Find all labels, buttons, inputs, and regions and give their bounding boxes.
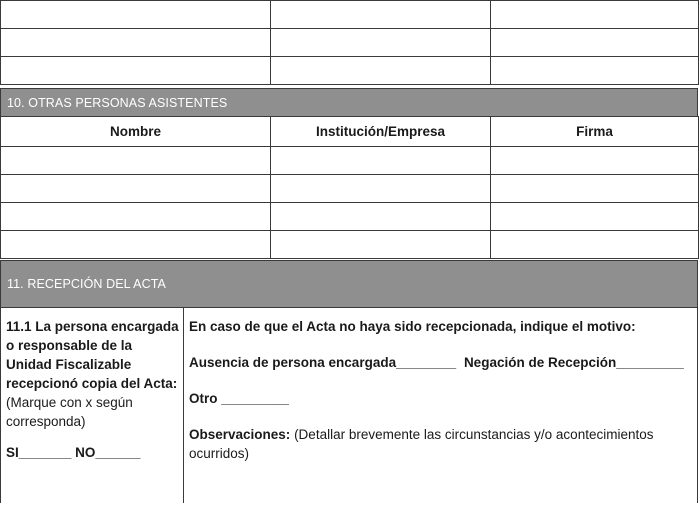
table-row (1, 1, 699, 29)
table-row (1, 147, 699, 175)
table-cell[interactable] (491, 1, 699, 29)
table-header-row (1, 117, 699, 147)
table-cell[interactable] (1, 203, 271, 231)
table-cell[interactable] (271, 57, 491, 85)
reason-block (184, 308, 697, 512)
attendees-table (0, 116, 699, 259)
observations (189, 425, 693, 463)
absence-blank-field[interactable]: ________ (396, 355, 457, 370)
table-cell[interactable] (1, 175, 271, 203)
table-row (1, 203, 699, 231)
reception-block (0, 307, 698, 503)
section-10-title: 10. OTRAS PERSONAS ASISTENTES (7, 95, 228, 110)
other-label: Otro (189, 391, 218, 406)
table-row (1, 231, 699, 259)
table-cell[interactable] (271, 1, 491, 29)
table-cell[interactable] (491, 203, 699, 231)
negation-label: Negación de Recepción (463, 355, 617, 370)
no-label: NO (75, 445, 96, 460)
reception-question-note: (Marque con x según corresponda) (6, 395, 133, 429)
table-cell[interactable] (1, 231, 271, 259)
section-11-title: 11. RECEPCIÓN DEL ACTA (7, 277, 166, 291)
table-cell[interactable] (271, 231, 491, 259)
si-no-options (6, 443, 179, 462)
table-cell[interactable] (1, 57, 271, 85)
reception-question-text: 11.1 La persona encargada o responsable de la Unidad Fiscalizable recepcionó copia del Acta: (6, 319, 179, 391)
reason-title: En caso de que el Acta no haya sido recepcionada, indique el motivo: (189, 319, 636, 334)
table-cell[interactable] (271, 175, 491, 203)
absence-label: Ausencia de persona encargada (189, 355, 397, 370)
table-cell[interactable] (1, 147, 271, 175)
table-cell[interactable] (1, 29, 271, 57)
table-cell[interactable] (491, 175, 699, 203)
table-cell[interactable] (271, 147, 491, 175)
section-11-header (0, 260, 698, 308)
table-cell[interactable] (491, 57, 699, 85)
table-cell[interactable] (491, 29, 699, 57)
table-row (1, 57, 699, 85)
section-10-header (0, 88, 698, 117)
table-cell[interactable] (1, 1, 271, 29)
column-header-nombre: Nombre (1, 117, 271, 147)
no-blank-field[interactable]: ______ (95, 445, 141, 460)
table-row (1, 29, 699, 57)
table-cell[interactable] (491, 231, 699, 259)
column-header-firma: Firma (491, 117, 699, 147)
si-blank-field[interactable]: _______ (18, 445, 72, 460)
table-cell[interactable] (271, 29, 491, 57)
observations-text: (Detallar brevemente las circunstancias y/o acontecimientos ocurridos) (189, 427, 654, 461)
negation-blank-field[interactable]: _________ (616, 355, 684, 370)
column-header-institucion: Institución/Empresa (271, 117, 491, 147)
previous-table-rows (0, 0, 699, 85)
si-label: SI (6, 445, 19, 460)
other-blank-field[interactable]: _________ (221, 391, 289, 406)
table-row (1, 175, 699, 203)
observations-label: Observaciones: (189, 427, 291, 442)
table-cell[interactable] (271, 203, 491, 231)
table-cell[interactable] (491, 147, 699, 175)
reception-question (1, 308, 184, 503)
